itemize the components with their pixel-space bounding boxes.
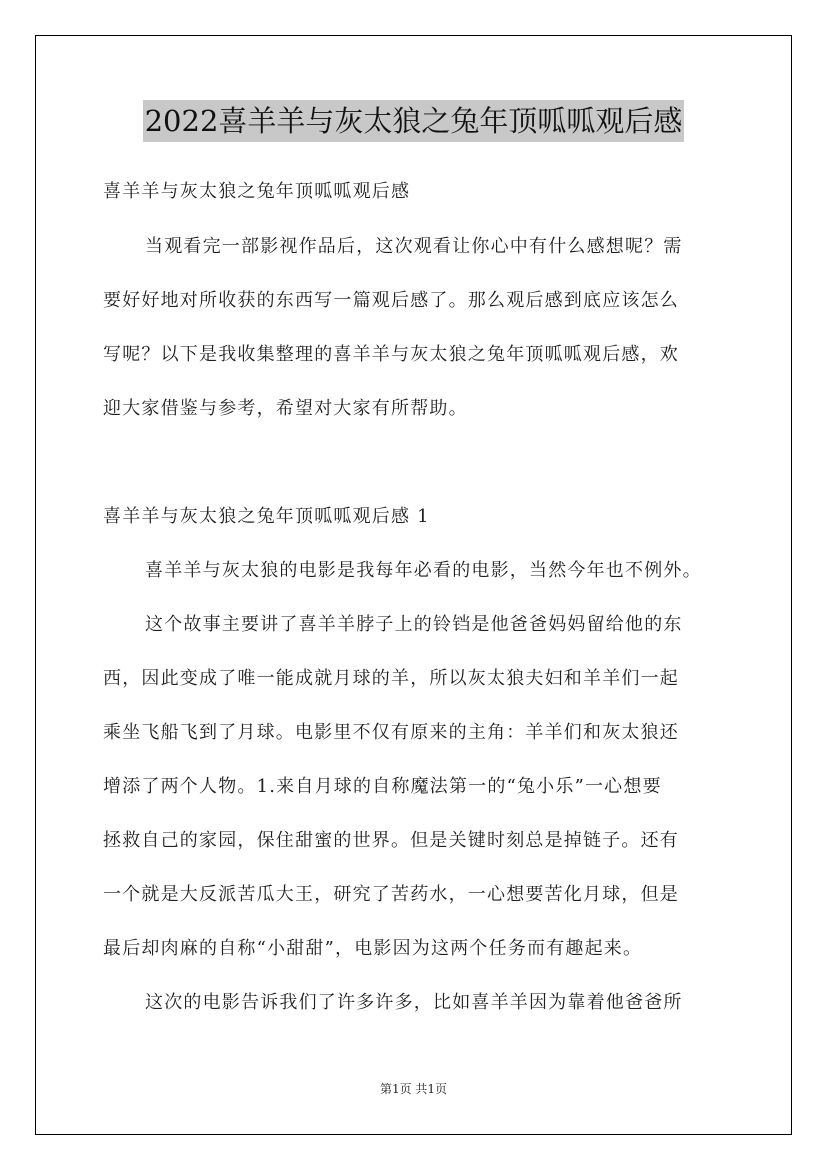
paragraph-line: 要好好地对所收获的东西写一篇观后感了。那么观后感到底应该怎么 [103, 290, 679, 311]
paragraph-line: 拯救自己的家园，保住甜蜜的世界。但是关键时刻总是掉链子。还有 [103, 830, 679, 851]
paragraph-line: 这次的电影告诉我们了许多许多，比如喜羊羊因为靠着他爸爸所 [145, 992, 683, 1013]
paragraph-line: 一个就是大反派苦瓜大王，研究了苦药水，一心想要苦化月球，但是 [103, 884, 679, 905]
document-title [0, 100, 827, 142]
paragraph-line: 西，因此变成了唯一能成就月球的羊，所以灰太狼夫妇和羊羊们一起 [103, 668, 679, 689]
paragraph-line: 乘坐飞船飞到了月球。电影里不仅有原来的主角：羊羊们和灰太狼还 [103, 722, 679, 743]
subtitle-line: 喜羊羊与灰太狼之兔年顶呱呱观后感 [103, 181, 411, 202]
paragraph-line: 这个故事主要讲了喜羊羊脖子上的铃铛是他爸爸妈妈留给他的东 [145, 614, 683, 635]
paragraph-line: 最后却肉麻的自称“小甜甜”，电影因为这两个任务而有趣起来。 [103, 938, 643, 959]
paragraph-line: 当观看完一部影视作品后，这次观看让你心中有什么感想呢？需 [145, 236, 683, 257]
paragraph-line: 喜羊羊与灰太狼的电影是我每年必看的电影，当然今年也不例外。 [145, 560, 702, 581]
paragraph-line: 增添了两个人物。1.来自月球的自称魔法第一的“兔小乐”一心想要 [103, 776, 662, 797]
document-title-text: 2022喜羊羊与灰太狼之兔年顶呱呱观后感 [143, 100, 685, 142]
paragraph-line: 写呢？以下是我收集整理的喜羊羊与灰太狼之兔年顶呱呱观后感，欢 [103, 344, 679, 365]
section-heading: 喜羊羊与灰太狼之兔年顶呱呱观后感 1 [103, 506, 430, 527]
paragraph-line: 迎大家借鉴与参考，希望对大家有所帮助。 [103, 398, 468, 419]
page-number: 第1页 共1页 [379, 1082, 448, 1096]
